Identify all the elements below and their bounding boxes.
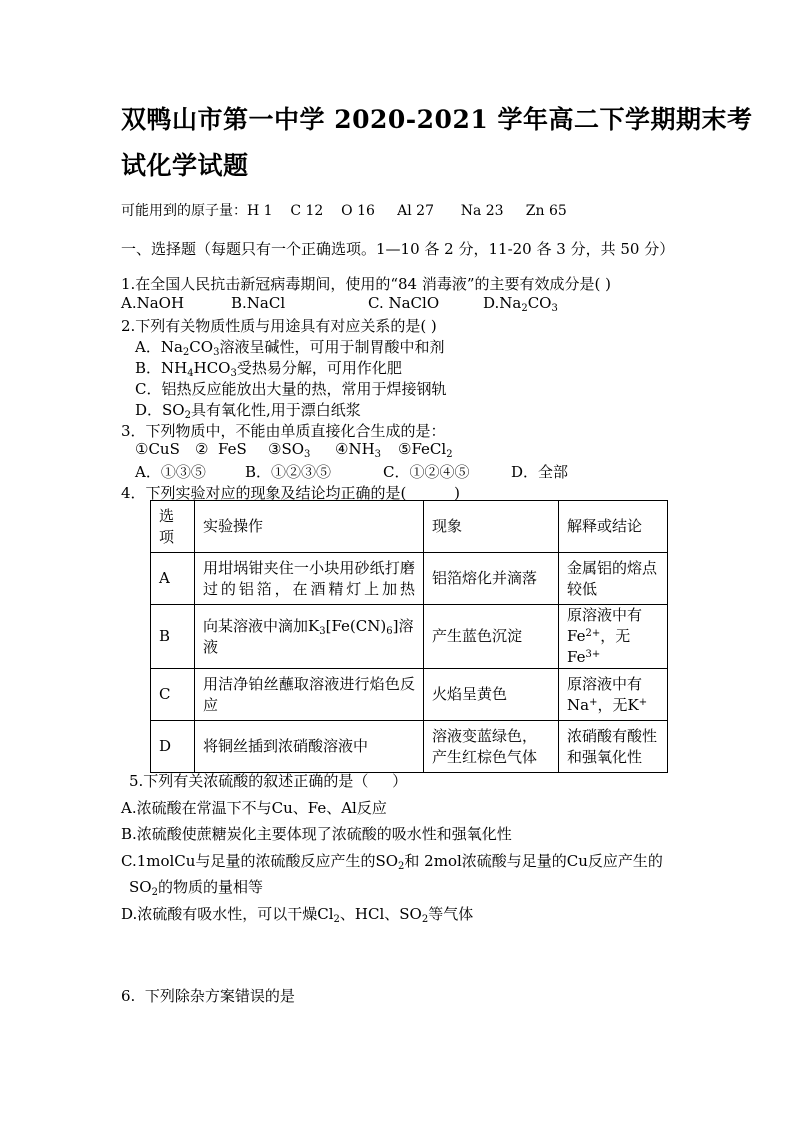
row-b-option: B <box>151 605 195 669</box>
question-3-item-3: $③SO_3$ <box>268 440 311 460</box>
experiment-table <box>150 500 668 773</box>
question-2-option-c: C．铝热反应能放出大量的热，常用于焊接钢轨 <box>135 380 447 398</box>
question-5-option-b: B.浓硫酸使蔗糖炭化主要体现了浓硫酸的吸水性和强氧化性 <box>121 825 512 843</box>
question-3-item-4: $④NH_3$ <box>335 440 382 460</box>
table-header-row <box>151 501 668 553</box>
row-a-operation: 用坩埚钳夹住一小块用砂纸打磨过的铝箔，在酒精灯上加热 <box>195 553 424 605</box>
table-row <box>151 721 668 773</box>
question-2-option-a: A．$Na_2CO_3$溶液呈碱性，可用于制胃酸中和剂 <box>135 338 445 358</box>
row-c-conclusion: 原溶液中有Na+，无K+ <box>559 669 668 721</box>
atomic-mass-line: 可能用到的原子量：H 1 C 12 O 16 Al 27 Na 23 Zn 65 <box>121 203 567 219</box>
section-header: 一、选择题（每题只有一个正确选项。1—10 各 2 分，11-20 各 3 分，共 50 分） <box>121 240 675 258</box>
table-row <box>151 669 668 721</box>
row-b-operation: 向某溶液中滴加$K_3[Fe(CN)_6]$溶液 <box>195 605 424 669</box>
question-1-stem: 1.在全国人民抗击新冠病毒期间，使用的“84 消毒液”的主要有效成分是( ) <box>121 275 611 293</box>
question-5-option-a: A.浓硫酸在常温下不与Cu、Fe、Al反应 <box>121 799 387 817</box>
row-d-conclusion: 浓硝酸有酸性和强氧化性 <box>559 721 668 773</box>
row-c-option: C <box>151 669 195 721</box>
question-3-item-2: ② FeS <box>195 440 247 458</box>
table-row <box>151 553 668 605</box>
question-1-option-a: A.NaOH <box>121 294 185 312</box>
question-3-option-b: B．①②③⑤ <box>245 463 332 481</box>
question-2-stem: 2.下列有关物质性质与用途具有对应关系的是( ) <box>121 317 437 335</box>
row-c-operation: 用洁净铂丝蘸取溶液进行焰色反应 <box>195 669 424 721</box>
question-5-stem: 5.下列有关浓硫酸的叙述正确的是（ ） <box>129 772 408 790</box>
question-1-option-d: $D.Na_2CO_3$ <box>483 294 558 314</box>
question-1-option-c: C. NaClO <box>368 294 440 312</box>
question-3-option-a: A．①③⑤ <box>135 463 206 481</box>
question-3-option-c: C．①②④⑤ <box>383 463 470 481</box>
question-3-stem: 3．下列物质中，不能由单质直接化合生成的是： <box>121 422 446 440</box>
table-row <box>151 605 668 669</box>
question-6-stem: 6. 下列除杂方案错误的是 <box>121 987 295 1005</box>
question-2-option-b: B．$NH_4HCO_3$受热易分解，可用作化肥 <box>135 359 402 379</box>
row-c-phenomenon: 火焰呈黄色 <box>424 669 559 721</box>
question-1-option-b: B.NaCl <box>231 294 286 312</box>
question-2-option-d: D．$SO_2$具有氧化性,用于漂白纸浆 <box>135 401 361 421</box>
question-5-option-c: C.1molCu与足量的浓硫酸反应产生的$SO_2$和 2mol浓硫酸与足量的Cu反应产生的 <box>121 852 663 872</box>
row-d-phenomenon: 溶液变蓝绿色，产生红棕色气体 <box>424 721 559 773</box>
row-d-option: D <box>151 721 195 773</box>
question-5-option-c-cont: $SO_2$的物质的量相等 <box>129 878 263 898</box>
row-a-option: A <box>151 553 195 605</box>
row-b-phenomenon: 产生蓝色沉淀 <box>424 605 559 669</box>
header-operation: 实验操作 <box>195 501 424 553</box>
header-conclusion: 解释或结论 <box>559 501 668 553</box>
question-3-item-5: ⑤FeCl$_2$ <box>398 440 453 460</box>
question-4-stem: 4．下列实验对应的现象及结论均正确的是( ) <box>121 484 460 502</box>
page-title-line2: 试化学试题 <box>121 151 249 180</box>
question-3-option-d: D．全部 <box>511 463 569 481</box>
row-b-conclusion: 原溶液中有$Fe^{2+}$，无$Fe^{3+}$ <box>559 605 668 669</box>
row-d-operation: 将铜丝插到浓硝酸溶液中 <box>195 721 424 773</box>
question-5-option-d: D.浓硫酸有吸水性，可以干燥$Cl_2$、HCl、$SO_2$等气体 <box>121 905 474 925</box>
question-3-item-1: ①CuS <box>135 440 180 458</box>
header-option: 选项 <box>151 501 195 553</box>
header-phenomenon: 现象 <box>424 501 559 553</box>
row-a-conclusion: 金属铝的熔点较低 <box>559 553 668 605</box>
page-title: 双鸭山市第一中学 2020-2021 学年高二下学期期末考 <box>121 105 753 134</box>
row-a-phenomenon: 铝箔熔化并滴落 <box>424 553 559 605</box>
